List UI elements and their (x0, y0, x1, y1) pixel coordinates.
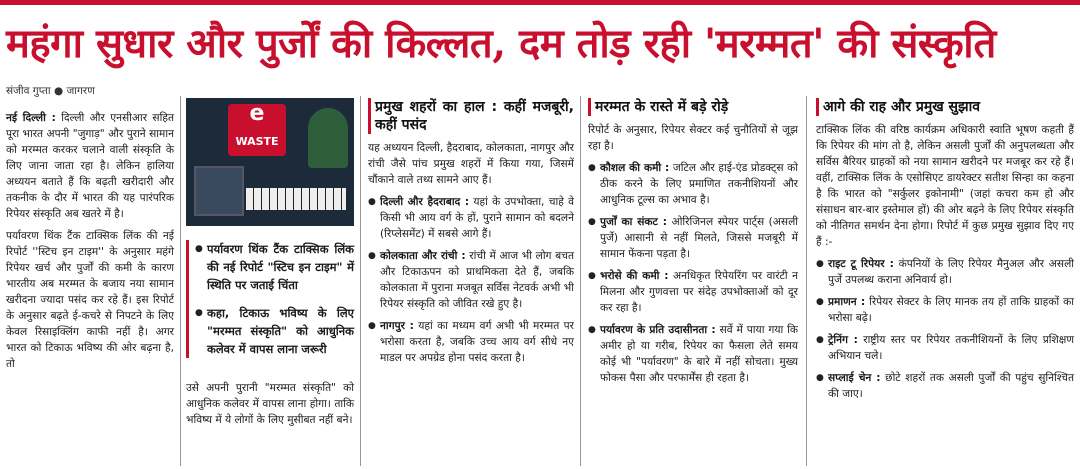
column-divider (180, 96, 181, 466)
item-text: अनधिकृत रिपेयरिंग पर वारंटी न मिलना और गुणवत्ता पर संदेह उपभोक्ताओं को दूर कर रहा है। (600, 270, 798, 314)
item-label: राइट टू रिपेयर : (828, 258, 894, 270)
item-text: रांची में आज भी लोग बचत और टिकाऊपन को प्राथमिकता देते हैं, जबकि कोलकाता में पुराना मजबूत सर्विस नेटवर्क अभी भी रिपेयर संस्कृति को जीवित रखे हुए है। (380, 250, 574, 310)
paragraph (6, 110, 174, 222)
list-item (368, 318, 574, 366)
paragraph: यह अध्ययन दिल्ली, हैदराबाद, कोलकाता, नागपुर और रांची जैसे पांच प्रमुख शहरों में किया गया, जिसमें चौंकाने वाले तथ्य सामने आए हैं। (368, 142, 574, 186)
item-label: भरोसे की कमी : (600, 270, 669, 282)
e-waste-photo (186, 98, 354, 226)
plant-graphic (308, 108, 348, 168)
list-item (816, 294, 1074, 326)
headline: महंगा सुधार और पुर्जों की किल्लत, दम तोड़ रही 'मरम्मत' की संस्कृति (6, 20, 996, 67)
e-waste-sign (228, 104, 286, 156)
list-item (368, 194, 574, 242)
paragraph: पर्यावरण थिंक टैंक टाक्सिक लिंक की नई रिपोर्ट ''स्टिच इन टाइम'' के अनुसार महंगे रिपेयर खर्च और पुर्जों की कमी के कारण भारतीय अब मरम्मत के बजाय नया सामान खरीदना ज्यादा पसंद कर रहे हैं। इस रिपोर्ट के अनुसार बढ़ते ई-कचरे से निपटने के लिए केवल रिसाइक्लिंग काफी नहीं है। अगर भारत को टिकाऊ भविष्य की ओर बढ़ना है, तो (6, 230, 174, 370)
column-divider (806, 96, 807, 466)
item-text: कंपनियों के लिए रिपेयर मैनुअल और असली पुर्जे उपलब्ध कराना अनिवार्य हो। (828, 258, 1074, 286)
item-label: ट्रेनिंग : (828, 334, 858, 346)
list-item (588, 268, 798, 316)
dateline: नई दिल्ली : (6, 112, 56, 124)
column-5 (816, 98, 1074, 408)
list-item (588, 214, 798, 262)
paragraph-text: दिल्ली और एनसीआर सहित पूरा भारत अपनी "जुगाड़" और पुराने सामान को मरम्मत करकर चलाने वाली संस्कृति के लिए जाना जाता रहा है। लेकिन हालिया अध्ययन बताते हैं कि बढ़ती खरीदारी और तकनीक के दौर में भारत की यह पारंपरिक रिपेयर संस्कृति अब खतरे में है। (6, 112, 174, 220)
paragraph: टाक्सिक लिंक की वरिष्ठ कार्यक्रम अधिकारी स्वाति भूषण कहती हैं कि रिपेयर की मांग तो है, लेकिन असली पुर्जों की अनुपलब्धता और सर्विस बैरियर ग्राहकों को नया सामान खरीदने पर मजबूर कर रहे हैं। वहीं, टाक्सिक लिंक के एसोसिएट डायरेक्टर सतीश सिन्हा का कहना है कि भारत को "सर्कुलर इकोनामी" (जहां कचरा कम हो और संसाधन बार-बार इस्तेमाल हों) की ओर बढ़ने के लिए रिपेयर संस्कृति को नीतिगत समर्थन देना होगा। रिपोर्ट में कुछ प्रमुख सुझाव दिए गए हैं :- (816, 124, 1074, 248)
quote-item: ● पर्यावरण थिंक टैंक टाक्सिक लिंक की नई रिपोर्ट "स्टिच इन टाइम" में स्थिति पर जताई चिंता (195, 240, 354, 294)
list-item (816, 370, 1074, 402)
item-label: पुर्जों का संकट : (600, 216, 667, 228)
list-item (816, 256, 1074, 288)
list-item (588, 160, 798, 208)
byline: संजीव गुप्ता ● जागरण (6, 85, 95, 97)
broken-screen-graphic (194, 166, 244, 216)
column-3 (368, 98, 574, 372)
list-item (368, 248, 574, 312)
item-label: सप्लाई चेन : (828, 372, 881, 384)
item-text: सर्वे में पाया गया कि अमीर हो या गरीब, रिपेयर का फैसला लेते समय कोई भी "पर्यावरण" के बारे में नहीं सोचता। मुख्य फोकस पैसा और परफार्मेंस ही रहता है। (600, 324, 798, 384)
section-heading: प्रमुख शहरों का हाल : कहीं मजबूरी, कहीं पसंद (368, 98, 574, 134)
paragraph: उसे अपनी पुरानी "मरम्मत संस्कृति" को आधुनिक कलेवर में वापस लाना होगा। ताकि भविष्य में ये लोगों के लिए मुसीबत नहीं बने। (186, 382, 354, 426)
item-text: यहां के उपभोक्ता, चाहे वे किसी भी आय वर्ग के हों, पुराने सामान को बदलने (रिप्लेसमेंट) में सबसे आगे हैं। (380, 196, 574, 240)
keyboard-graphic (246, 188, 346, 210)
paragraph: रिपोर्ट के अनुसार, रिपेयर सेक्टर कई चुनौतियों से जूझ रहा है। (588, 124, 798, 152)
e-waste-label: WASTE (235, 135, 279, 148)
item-text: छोटे शहरों तक असली पुर्जों की पहुंच सुनिश्चित की जाए। (828, 372, 1074, 400)
item-label: पर्यावरण के प्रति उदासीनता : (600, 324, 716, 336)
item-label: नागपुर : (380, 320, 414, 332)
item-label: दिल्ली और हैदराबाद : (380, 196, 470, 208)
item-label: कोलकाता और रांची : (380, 250, 466, 262)
list-item (588, 322, 798, 386)
item-text: जटिल और हाई-एंड प्रोडक्ट्स को ठीक करने के लिए प्रमाणित तकनीशियनों और आधुनिक टूल्स का अभाव है। (600, 162, 798, 206)
item-label: कौशल की कमी : (600, 162, 670, 174)
column-divider (360, 96, 361, 466)
item-text: राष्ट्रीय स्तर पर रिपेयर तकनीशियनों के लिए प्रशिक्षण अभियान चले। (828, 334, 1074, 362)
top-accent-bar (0, 0, 1080, 5)
column-4 (588, 98, 798, 392)
item-text: ओरिजिनल स्पेयर पार्ट्स (असली पुर्जे) आसानी से नहीं मिलते, जिससे मजबूरी में सामान फेंकना पड़ता है। (600, 216, 798, 260)
column-2 (186, 98, 354, 434)
item-text: रिपेयर सेक्टर के लिए मानक तय हों ताकि ग्राहकों का भरोसा बढ़े। (828, 296, 1074, 324)
section-heading: आगे की राह और प्रमुख सुझाव (816, 98, 1074, 116)
quote-item: ● कहा, टिकाऊ भविष्य के लिए "मरम्मत संस्कृति" को आधुनिक कलेवर में वापस लाना जरूरी (195, 304, 354, 358)
list-item (816, 332, 1074, 364)
section-heading: मरम्मत के रास्ते में बड़े रोड़े (588, 98, 798, 116)
pull-quote (186, 240, 354, 358)
column-1 (6, 110, 174, 378)
item-label: प्रमाणन : (828, 296, 866, 308)
column-divider (580, 96, 581, 466)
item-text: यहां का मध्यम वर्ग अभी भी मरम्मत पर भरोसा करता है, जबकि उच्च आय वर्ग सीधे नए माडल पर अपग्रेड होना पसंद करता है। (380, 320, 574, 364)
